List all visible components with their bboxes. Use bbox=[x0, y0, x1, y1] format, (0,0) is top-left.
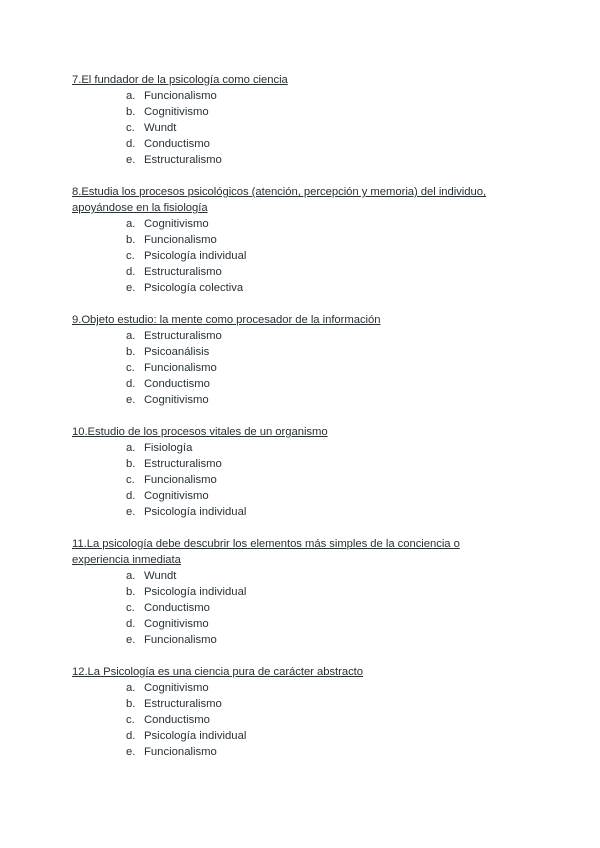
option-letter: d. bbox=[126, 618, 136, 631]
option-letter: a. bbox=[126, 442, 136, 454]
option-letter: a. bbox=[126, 90, 136, 102]
option-item bbox=[72, 488, 512, 504]
option-item bbox=[72, 456, 512, 472]
option-text: Cognitivismo bbox=[144, 682, 209, 694]
option-text: Conductismo bbox=[144, 602, 210, 615]
option-letter: c. bbox=[126, 122, 135, 135]
option-letter: b. bbox=[126, 458, 136, 471]
option-item bbox=[72, 120, 512, 136]
option-item bbox=[72, 728, 512, 744]
question-title: 7.El fundador de la psicología como ciencia bbox=[72, 74, 288, 86]
option-letter: b. bbox=[126, 106, 136, 119]
option-letter: b. bbox=[126, 234, 136, 247]
option-item bbox=[72, 712, 512, 728]
option-text: Cognitivismo bbox=[144, 490, 209, 503]
option-letter: d. bbox=[126, 378, 136, 391]
option-text: Estructuralismo bbox=[144, 154, 222, 167]
option-text: Funcionalismo bbox=[144, 634, 217, 647]
option-list bbox=[72, 328, 512, 408]
option-letter: e. bbox=[126, 746, 136, 759]
option-text: Conductismo bbox=[144, 378, 210, 391]
option-text: Conductismo bbox=[144, 714, 210, 727]
option-item bbox=[72, 632, 512, 648]
option-item bbox=[72, 696, 512, 712]
option-item bbox=[72, 136, 512, 152]
option-letter: c. bbox=[126, 602, 135, 615]
option-text: Funcionalismo bbox=[144, 474, 217, 487]
option-item bbox=[72, 248, 512, 264]
option-item bbox=[72, 232, 512, 248]
option-list bbox=[72, 680, 512, 760]
question-7 bbox=[72, 72, 512, 168]
option-text: Psicología individual bbox=[144, 250, 247, 263]
option-item bbox=[72, 744, 512, 760]
question-title: 9.Objeto estudio: la mente como procesador de la información bbox=[72, 314, 381, 326]
option-letter: d. bbox=[126, 266, 136, 279]
option-text: Estructuralismo bbox=[144, 698, 222, 711]
option-item bbox=[72, 344, 512, 360]
option-item bbox=[72, 392, 512, 408]
option-letter: b. bbox=[126, 586, 136, 599]
option-item bbox=[72, 440, 512, 456]
question-11 bbox=[72, 536, 512, 648]
option-text: Funcionalismo bbox=[144, 90, 217, 102]
option-letter: e. bbox=[126, 634, 136, 647]
option-text: Wundt bbox=[144, 122, 177, 135]
option-item bbox=[72, 216, 512, 232]
option-item bbox=[72, 600, 512, 616]
option-letter: b. bbox=[126, 346, 136, 359]
option-text: Estructuralismo bbox=[144, 330, 222, 342]
option-text: Funcionalismo bbox=[144, 362, 217, 375]
option-item bbox=[72, 104, 512, 120]
option-list bbox=[72, 440, 512, 520]
option-letter: e. bbox=[126, 282, 136, 295]
option-letter: d. bbox=[126, 730, 136, 743]
option-list bbox=[72, 88, 512, 168]
option-text: Estructuralismo bbox=[144, 458, 222, 471]
option-item bbox=[72, 568, 512, 584]
option-item bbox=[72, 360, 512, 376]
option-text: Funcionalismo bbox=[144, 746, 217, 759]
question-title: 11.La psicología debe descubrir los elementos más simples de la conciencia o experiencia inmediata bbox=[72, 538, 460, 566]
option-text: Cognitivismo bbox=[144, 394, 209, 407]
option-letter: e. bbox=[126, 154, 136, 167]
option-text: Psicología colectiva bbox=[144, 282, 244, 295]
option-letter: b. bbox=[126, 698, 136, 711]
option-letter: d. bbox=[126, 138, 136, 151]
option-text: Psicología individual bbox=[144, 506, 247, 519]
option-letter: c. bbox=[126, 362, 135, 375]
option-item bbox=[72, 88, 512, 104]
option-text: Estructuralismo bbox=[144, 266, 222, 279]
option-text: Funcionalismo bbox=[144, 234, 217, 247]
option-text: Cognitivismo bbox=[144, 218, 209, 230]
option-letter: d. bbox=[126, 490, 136, 503]
option-letter: c. bbox=[126, 474, 135, 487]
option-list bbox=[72, 568, 512, 648]
question-9 bbox=[72, 312, 512, 408]
option-letter: e. bbox=[126, 506, 136, 519]
question-title: 12.La Psicología es una ciencia pura de carácter abstracto bbox=[72, 666, 363, 678]
option-text: Fisiología bbox=[144, 442, 193, 454]
option-letter: a. bbox=[126, 218, 136, 230]
option-item bbox=[72, 584, 512, 600]
option-text: Cognitivismo bbox=[144, 618, 209, 631]
option-text: Psicoanálisis bbox=[144, 346, 210, 359]
option-text: Psicología individual bbox=[144, 730, 247, 743]
question-8 bbox=[72, 184, 512, 296]
option-item bbox=[72, 616, 512, 632]
question-title: 8.Estudia los procesos psicológicos (atención, percepción y memoria) del individuo, apoyándose en la fisiología bbox=[72, 186, 487, 214]
option-text: Conductismo bbox=[144, 138, 210, 151]
option-text: Cognitivismo bbox=[144, 106, 209, 119]
option-item bbox=[72, 264, 512, 280]
option-text: Psicología individual bbox=[144, 586, 247, 599]
option-item bbox=[72, 472, 512, 488]
option-item bbox=[72, 328, 512, 344]
option-item bbox=[72, 280, 512, 296]
option-letter: c. bbox=[126, 250, 135, 263]
option-item bbox=[72, 504, 512, 520]
option-item bbox=[72, 680, 512, 696]
option-list bbox=[72, 216, 512, 296]
option-letter: c. bbox=[126, 714, 135, 727]
question-10 bbox=[72, 424, 512, 520]
option-item bbox=[72, 376, 512, 392]
option-text: Wundt bbox=[144, 570, 177, 582]
option-letter: a. bbox=[126, 570, 136, 582]
option-letter: a. bbox=[126, 682, 136, 694]
question-12 bbox=[72, 664, 512, 760]
option-item bbox=[72, 152, 512, 168]
option-letter: e. bbox=[126, 394, 136, 407]
question-title: 10.Estudio de los procesos vitales de un organismo bbox=[72, 426, 328, 438]
option-letter: a. bbox=[126, 330, 136, 342]
